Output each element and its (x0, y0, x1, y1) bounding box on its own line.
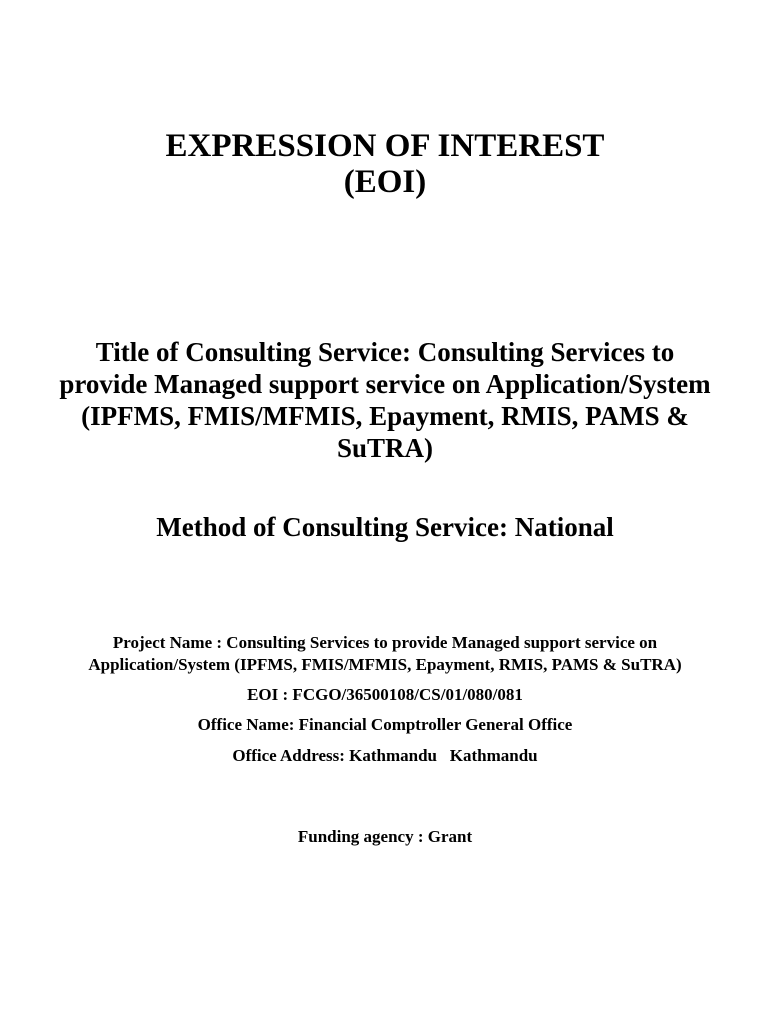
service-title-line-1: Title of Consulting Service: Consulting Services to (95, 337, 675, 367)
consulting-method: Method of Consulting Service: National (156, 512, 614, 542)
title-line-2: (EOI) (343, 164, 427, 200)
project-name-line-2: Application/System (IPFMS, FMIS/MFMIS, Epayment, RMIS, PAMS & SuTRA) (88, 655, 682, 674)
office-address: Office Address: Kathmandu Kathmandu (232, 746, 538, 765)
document-title (0, 128, 770, 200)
service-title-line-3: (IPFMS, FMIS/MFMIS, Epayment, RMIS, PAMS & (81, 401, 689, 431)
project-name-line-1: Project Name : Consulting Services to provide Managed support service on (112, 633, 658, 652)
funding-agency: Funding agency : Grant (297, 827, 473, 846)
eoi-number: EOI : FCGO/36500108/CS/01/080/081 (247, 685, 523, 704)
title-line-1: EXPRESSION OF INTEREST (165, 128, 605, 164)
consulting-service-title (0, 336, 770, 464)
office-name: Office Name: Financial Comptroller General Office (197, 715, 573, 734)
service-title-line-2: provide Managed support service on Application/System (59, 369, 711, 399)
service-title-line-4: SuTRA) (336, 433, 434, 463)
project-name (0, 632, 770, 676)
